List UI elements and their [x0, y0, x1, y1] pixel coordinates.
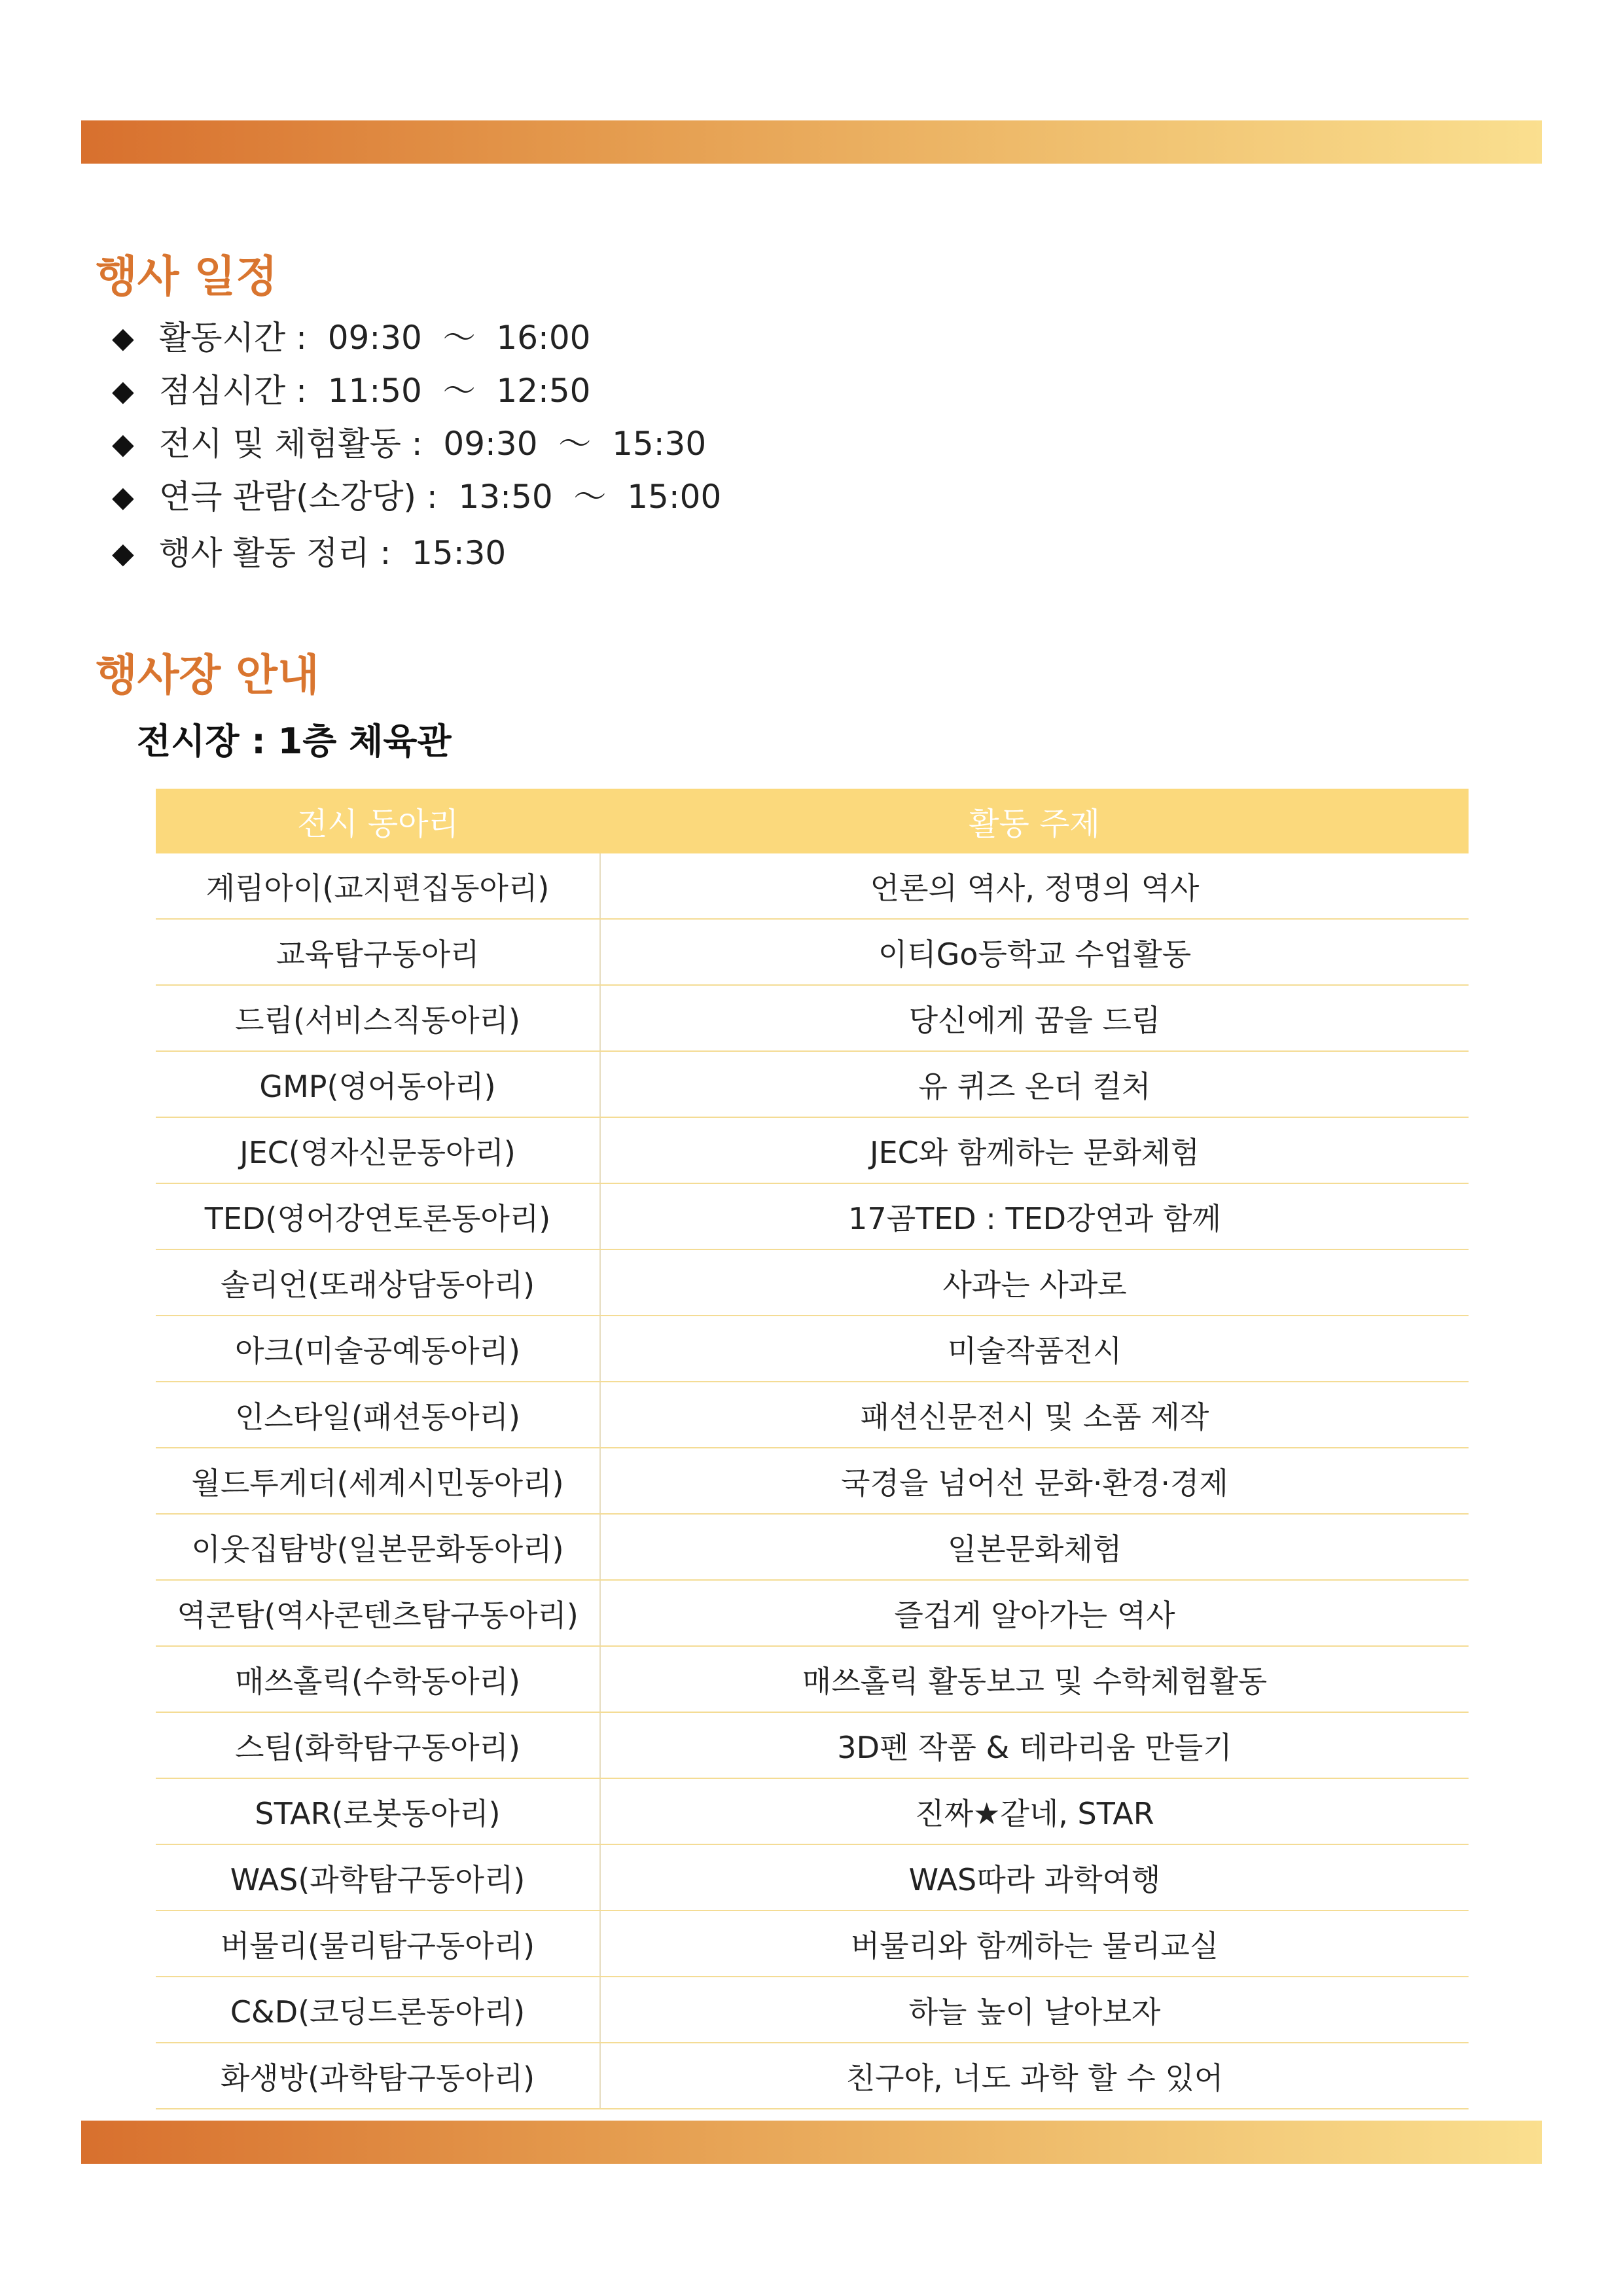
diamond-bullet-icon: ◆ — [112, 321, 134, 355]
bottom-gradient-bar — [81, 2121, 1542, 2164]
club-name-cell: 계림아이(교지편집동아리) — [156, 853, 600, 919]
activity-topic-cell: 이티Go등학교 수업활동 — [600, 919, 1469, 985]
club-name-cell: TED(영어강연토론동아리) — [156, 1183, 600, 1249]
exhibition-hall-subheading: 전시장 : 1층 체육관 — [137, 721, 452, 762]
table-row — [156, 1910, 1469, 1977]
activity-topic-cell: 언론의 역사, 정명의 역사 — [600, 853, 1469, 919]
activity-topic-cell: 친구야, 너도 과학 할 수 있어 — [600, 2043, 1469, 2109]
activity-topic-cell: 사과는 사과로 — [600, 1249, 1469, 1316]
diamond-bullet-icon: ◆ — [112, 537, 134, 570]
club-name-cell: 인스타일(패션동아리) — [156, 1382, 600, 1448]
table-row — [156, 1051, 1469, 1117]
schedule-item-text: 점심시간 : 11:50 ～ 12:50 — [159, 372, 591, 410]
table-row — [156, 985, 1469, 1051]
diamond-bullet-icon: ◆ — [112, 427, 134, 461]
table-row — [156, 2043, 1469, 2109]
table-row — [156, 1646, 1469, 1712]
table-row — [156, 1117, 1469, 1183]
club-name-cell: 솔리언(또래상담동아리) — [156, 1249, 600, 1316]
diamond-bullet-icon: ◆ — [112, 374, 134, 408]
club-name-cell: 매쓰홀릭(수학동아리) — [156, 1646, 600, 1712]
activity-topic-cell: 당신에게 꿈을 드림 — [600, 985, 1469, 1051]
table-row — [156, 1977, 1469, 2043]
club-name-cell: STAR(로봇동아리) — [156, 1778, 600, 1844]
diamond-bullet-icon: ◆ — [112, 480, 134, 514]
schedule-item — [112, 418, 721, 471]
club-name-cell: WAS(과학탐구동아리) — [156, 1844, 600, 1910]
club-exhibition-table — [156, 789, 1469, 2109]
club-name-cell: 역콘탐(역사콘텐츠탐구동아리) — [156, 1580, 600, 1646]
table-header-row — [156, 789, 1469, 853]
club-name-cell: 교육탐구동아리 — [156, 919, 600, 985]
schedule-item — [112, 471, 721, 524]
table-row — [156, 1316, 1469, 1382]
club-name-cell: 스팀(화학탐구동아리) — [156, 1712, 600, 1778]
activity-topic-cell: WAS따라 과학여행 — [600, 1844, 1469, 1910]
club-name-cell: 이웃집탐방(일본문화동아리) — [156, 1514, 600, 1580]
club-name-cell: 드림(서비스직동아리) — [156, 985, 600, 1051]
activity-topic-cell: 진짜★같네, STAR — [600, 1778, 1469, 1844]
activity-topic-cell: 17곰TED : TED강연과 함께 — [600, 1183, 1469, 1249]
column-header-club: 전시 동아리 — [156, 789, 600, 853]
activity-topic-cell: 미술작품전시 — [600, 1316, 1469, 1382]
table-row — [156, 1712, 1469, 1778]
activity-topic-cell: 3D펜 작품 & 테라리움 만들기 — [600, 1712, 1469, 1778]
club-name-cell: 버물리(물리탐구동아리) — [156, 1910, 600, 1977]
table-row — [156, 1514, 1469, 1580]
table-row — [156, 1448, 1469, 1514]
schedule-item-text: 전시 및 체험활동 : 09:30 ～ 15:30 — [159, 425, 707, 463]
activity-topic-cell: 국경을 넘어선 문화·환경·경제 — [600, 1448, 1469, 1514]
club-name-cell: GMP(영어동아리) — [156, 1051, 600, 1117]
club-name-cell: 아크(미술공예동아리) — [156, 1316, 600, 1382]
activity-topic-cell: 즐겁게 알아가는 역사 — [600, 1580, 1469, 1646]
column-header-topic: 활동 주제 — [600, 789, 1469, 853]
activity-topic-cell: 하늘 높이 날아보자 — [600, 1977, 1469, 2043]
table-row — [156, 1778, 1469, 1844]
schedule-item-text: 행사 활동 정리 : 15:30 — [159, 534, 507, 572]
top-gradient-bar — [81, 120, 1542, 164]
schedule-heading: 행사 일정 — [96, 251, 278, 302]
schedule-item-text: 활동시간 : 09:30 ～ 16:00 — [159, 319, 591, 357]
activity-topic-cell: JEC와 함께하는 문화체험 — [600, 1117, 1469, 1183]
schedule-item — [112, 365, 721, 418]
venue-heading: 행사장 안내 — [96, 650, 319, 700]
table-row — [156, 1183, 1469, 1249]
activity-topic-cell: 버물리와 함께하는 물리교실 — [600, 1910, 1469, 1977]
club-name-cell: JEC(영자신문동아리) — [156, 1117, 600, 1183]
activity-topic-cell: 일본문화체험 — [600, 1514, 1469, 1580]
table-row — [156, 919, 1469, 985]
activity-topic-cell: 패션신문전시 및 소품 제작 — [600, 1382, 1469, 1448]
table-row — [156, 1580, 1469, 1646]
club-name-cell: C&D(코딩드론동아리) — [156, 1977, 600, 2043]
club-name-cell: 월드투게더(세계시민동아리) — [156, 1448, 600, 1514]
schedule-list — [112, 312, 721, 580]
table-row — [156, 1844, 1469, 1910]
schedule-item — [112, 312, 721, 365]
table-row — [156, 1249, 1469, 1316]
schedule-item-text: 연극 관람(소강당) : 13:50 ～ 15:00 — [159, 478, 722, 516]
schedule-item — [112, 527, 721, 580]
activity-topic-cell: 유 퀴즈 온더 컬처 — [600, 1051, 1469, 1117]
club-name-cell: 화생방(과학탐구동아리) — [156, 2043, 600, 2109]
table-row — [156, 853, 1469, 919]
table-row — [156, 1382, 1469, 1448]
activity-topic-cell: 매쓰홀릭 활동보고 및 수학체험활동 — [600, 1646, 1469, 1712]
